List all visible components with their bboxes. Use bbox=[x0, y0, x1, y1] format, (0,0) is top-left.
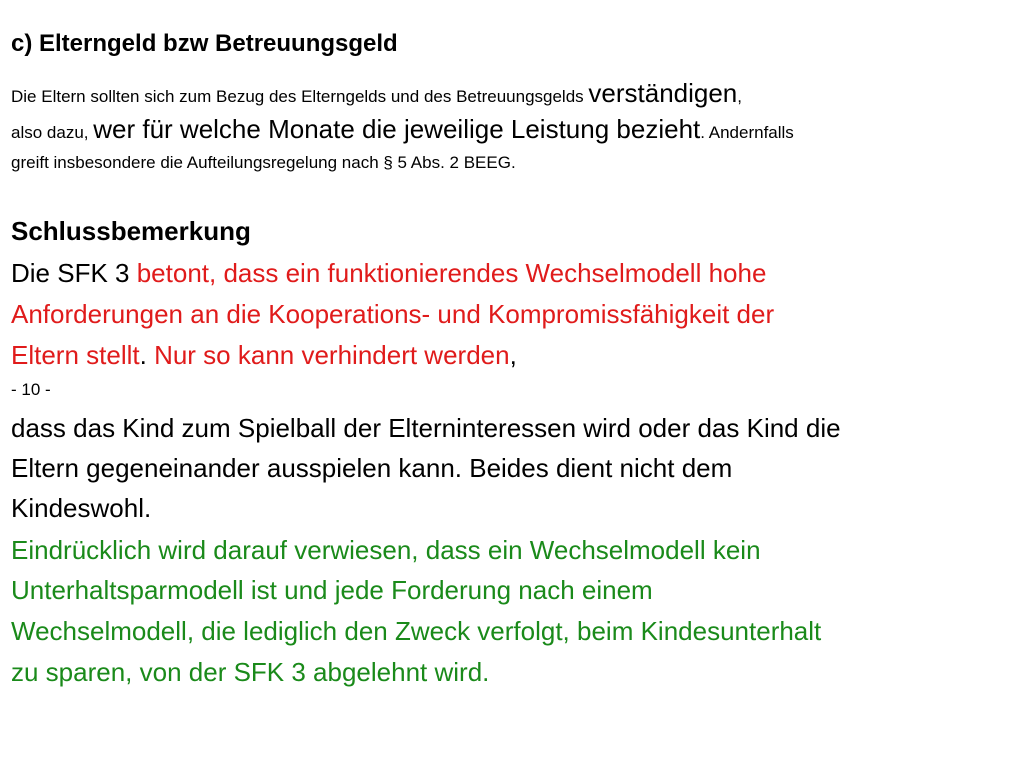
closing-line-3-red-a: Eltern stellt bbox=[11, 340, 140, 370]
section-c-line-2-emph: wer für welche Monate die jeweilige Leistung bezieht bbox=[93, 114, 701, 144]
closing-line-4: dass das Kind zum Spielball der Elterninteressen wird oder das Kind die bbox=[11, 413, 841, 443]
closing-line-6: Kindeswohl. bbox=[11, 493, 152, 523]
section-c-line-1 bbox=[11, 78, 742, 109]
section-c-heading: c) Elterngeld bzw Betreuungsgeld bbox=[11, 30, 398, 57]
closing-line-3-red-b: Nur so kann verhindert werden bbox=[154, 340, 510, 370]
section-c-line-2 bbox=[11, 114, 794, 145]
green-line-3: Wechselmodell, die lediglich den Zweck verfolgt, beim Kindesunterhalt bbox=[11, 616, 822, 646]
section-c-line-1-end: , bbox=[737, 87, 743, 106]
closing-line-5: Eltern gegeneinander ausspielen kann. Beides dient nicht dem bbox=[11, 453, 733, 483]
section-c-line-3: greift insbesondere die Aufteilungsregelung nach § 5 Abs. 2 BEEG. bbox=[11, 153, 516, 172]
closing-line-1-red: betont, dass ein funktionierendes Wechselmodell hohe bbox=[136, 258, 767, 288]
section-c-line-2-text: also dazu, bbox=[11, 123, 94, 142]
green-line-1: Eindrücklich wird darauf verwiesen, dass ein Wechselmodell kein bbox=[11, 535, 761, 565]
green-line-2: Unterhaltsparmodell ist und jede Forderung nach einem bbox=[11, 575, 653, 605]
closing-line-2: Anforderungen an die Kooperations- und Kompromissfähigkeit der bbox=[11, 299, 775, 329]
closing-line-3 bbox=[11, 340, 517, 371]
page-number: - 10 - bbox=[11, 380, 51, 399]
green-line-4: zu sparen, von der SFK 3 abgelehnt wird. bbox=[11, 657, 490, 687]
section-c-line-1-emph: verständigen bbox=[588, 78, 738, 108]
closing-heading: Schlussbemerkung bbox=[11, 216, 251, 246]
section-c-line-1-text: Die Eltern sollten sich zum Bezug des Elterngelds und des Betreuungsgelds bbox=[11, 87, 589, 106]
closing-line-3-black-a: . bbox=[139, 340, 155, 370]
section-c-line-2-end: . Andernfalls bbox=[700, 123, 794, 142]
closing-line-3-black-b: , bbox=[509, 340, 517, 370]
closing-line-1-black: Die SFK 3 bbox=[11, 258, 137, 288]
closing-line-1 bbox=[11, 258, 766, 289]
